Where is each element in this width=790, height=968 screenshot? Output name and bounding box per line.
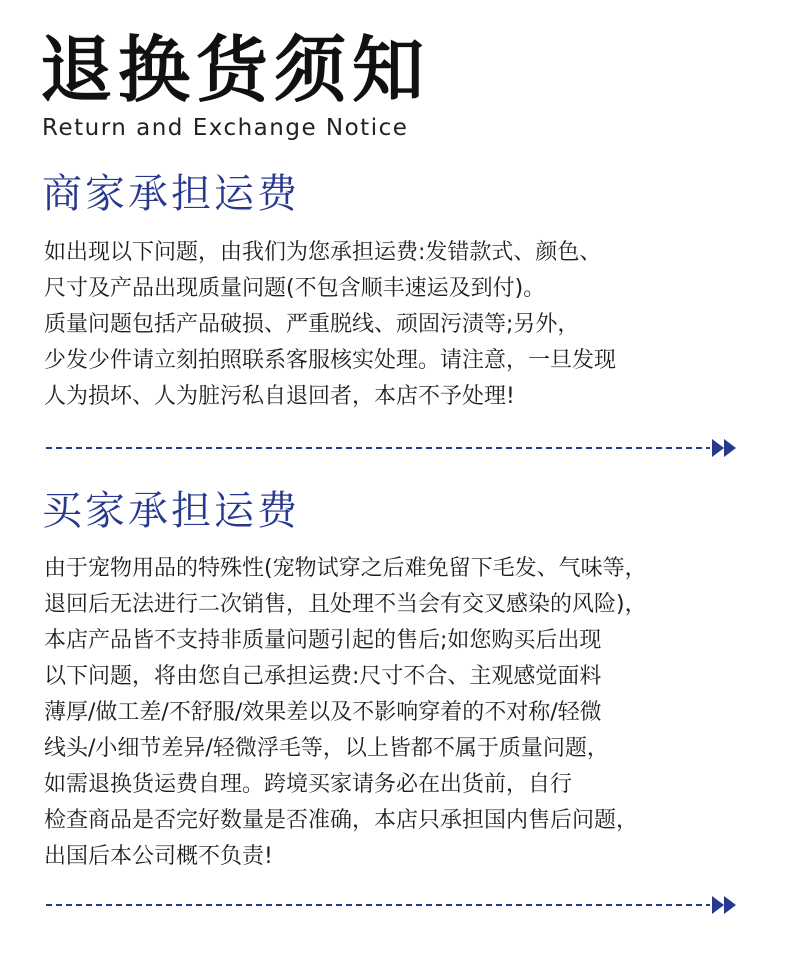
- body-line: 薄厚/做工差/不舒服/效果差以及不影响穿着的不对称/轻微: [44, 700, 602, 725]
- section-divider: [46, 895, 736, 915]
- body-line: 检查商品是否完好数量是否准确，本店只承担国内售后问题，: [44, 808, 639, 833]
- body-line: 如需退换货运费自理。跨境买家请务必在出货前，自行: [44, 772, 573, 797]
- body-line: 以下问题，将由您自己承担运费:尺寸不合、主观感觉面料: [44, 664, 602, 689]
- double-arrow-right-icon: [712, 439, 736, 457]
- body-line: 本店产品皆不支持非质量问题引起的售后;如您购买后出现: [44, 628, 602, 653]
- page-title: 退换货须知: [40, 28, 431, 112]
- page-subtitle: Return and Exchange Notice: [42, 115, 409, 141]
- body-line: 质量问题包括产品破损、严重脱线、顽固污渍等;另外，: [44, 312, 580, 337]
- body-line: 人为损坏、人为脏污私自退回者，本店不予处理!: [44, 384, 515, 409]
- section-body-seller-pays: [44, 235, 764, 415]
- body-line: 退回后无法进行二次销售，且处理不当会有交叉感染的风险)，: [44, 592, 647, 617]
- body-line: 由于宠物用品的特殊性(宠物试穿之后难免留下毛发、气味等，: [44, 556, 647, 581]
- body-line: 尺寸及产品出现质量问题(不包含顺丰速运及到付)。: [44, 276, 546, 301]
- section-heading-buyer-pays: 买家承担运费: [42, 488, 300, 534]
- body-line: 线头/小细节差异/轻微浮毛等，以上皆都不属于质量问题，: [44, 736, 609, 761]
- section-divider: [46, 438, 736, 458]
- double-arrow-right-icon: [712, 896, 736, 914]
- body-line: 出国后本公司概不负责!: [44, 844, 273, 869]
- body-line: 如出现以下问题，由我们为您承担运费:发错款式、颜色、: [44, 240, 602, 265]
- section-body-buyer-pays: [44, 551, 764, 875]
- section-heading-seller-pays: 商家承担运费: [42, 171, 300, 217]
- body-line: 少发少件请立刻拍照联系客服核实处理。请注意，一旦发现: [44, 348, 617, 373]
